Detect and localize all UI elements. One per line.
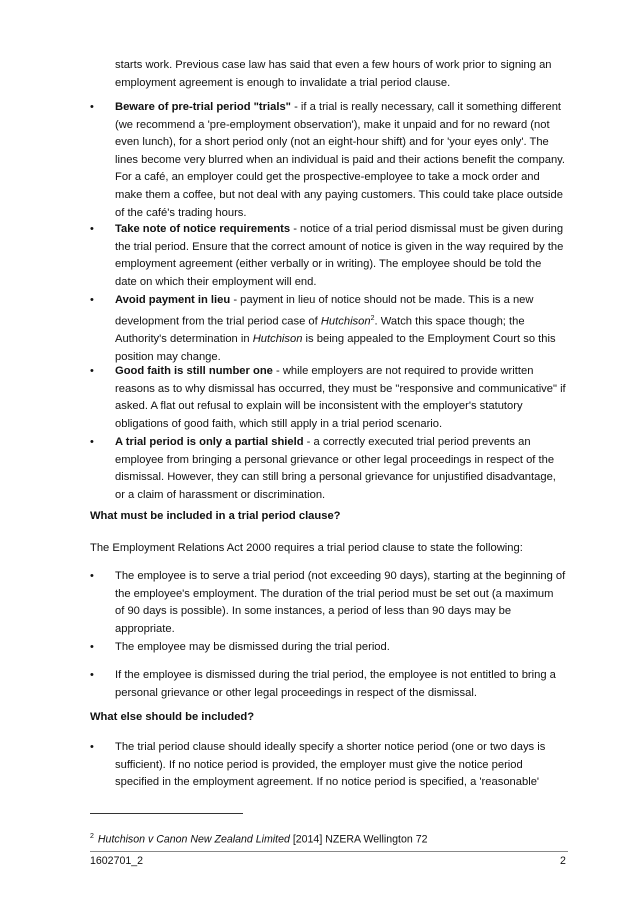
bullet-icon: •	[90, 436, 94, 448]
bullet-icon: •	[90, 741, 94, 753]
footnote-separator	[90, 813, 243, 814]
requirement-item	[115, 568, 567, 638]
text-line: employment agreement (either verbally or in writing). The employee should be told the	[115, 258, 542, 271]
bullet-pretrial	[115, 99, 567, 222]
bullet-heading: Beware of pre-trial period "trials"	[115, 101, 291, 113]
text-line: - payment in lieu of notice should not be made. This is a new	[230, 294, 534, 306]
text-line: of the café's trading hours.	[115, 206, 247, 219]
text-line: position may change.	[115, 350, 221, 363]
text-line: make them a coffee, but not deal with any paying customers. This could take place outside	[115, 188, 563, 201]
text-line: specified in the employment agreement. If no notice period is specified, a 'reasonable'	[115, 776, 540, 789]
text-line: sufficient). If no notice period is provided, the employer must give the notice period	[115, 758, 523, 771]
text-line: the employee's employment. The duration of the trial period must be set out (a maximum	[115, 587, 554, 600]
footnote	[90, 833, 427, 846]
bullet-good-faith	[115, 363, 567, 433]
bullet-partial-shield	[115, 434, 567, 504]
bullet-heading: Avoid payment in lieu	[115, 294, 231, 306]
text-line: employment agreement is enough to invalidate a trial period clause.	[115, 76, 451, 89]
text-line: appropriate.	[115, 622, 175, 635]
requirement-item	[115, 739, 567, 792]
text-line: (we recommend a 'pre-employment observation'), make it unpaid and for no reward (not	[115, 118, 550, 131]
bullet-payment-in-lieu	[115, 292, 567, 366]
bullet-heading: Good faith is still number one	[115, 365, 273, 377]
text-line: asked. A flat out refusal to explain will be inconsistent with the employer's statutory	[115, 400, 523, 413]
bullet-icon: •	[90, 641, 94, 653]
text-line: the trial period. Ensure that the correct amount of notice is given in the way required by the	[115, 240, 564, 253]
bullet-icon: •	[90, 570, 94, 582]
footnote-case: Hutchison v Canon New Zealand Limited	[97, 833, 290, 846]
intro-continuation	[115, 57, 567, 92]
bullet-icon: •	[90, 669, 94, 681]
text-line: development from the trial period case of	[115, 315, 321, 328]
bullet-heading: A trial period is only a partial shield	[115, 436, 304, 448]
footnote-ref: 2	[370, 314, 375, 322]
bullet-icon: •	[90, 101, 94, 113]
bullet-heading: Take note of notice requirements	[115, 223, 291, 235]
page-number: 2	[560, 855, 566, 867]
requirement-item	[115, 667, 567, 702]
text-line: - while employers are not required to provide written	[272, 365, 534, 377]
text-line: The employee may be dismissed during the trial period.	[115, 641, 390, 653]
document-number: 1602701_2	[90, 855, 144, 867]
requirement-item	[115, 639, 567, 657]
text-line: The employee is to serve a trial period (not exceeding 90 days), starting at the beginning of	[115, 570, 566, 582]
text-line: lines become very blurred when an individual is paid and their actions benefit the company.	[115, 153, 566, 166]
section-heading: What must be included in a trial period clause?	[90, 510, 341, 522]
text-line: - notice of a trial period dismissal must be given during	[290, 223, 564, 235]
text-line: For a café, an employer could get the prospective-employee to take a mock order and	[115, 171, 540, 184]
act-statement	[90, 540, 568, 558]
bullet-icon: •	[90, 223, 94, 235]
text-line: . Watch this space though; the	[374, 315, 525, 328]
text-line: - if a trial is really necessary, call it something different	[290, 101, 562, 113]
text-line: is being appealed to the Employment Court so this	[302, 332, 556, 345]
bullet-notice	[115, 221, 567, 291]
text-line: reasons as to why dismissal has occurred, they must be "responsive and communicative" if	[115, 382, 566, 395]
footer-separator	[90, 851, 568, 852]
text-line: even lunch), for a short period only (not an eight-hour shift) and for 'your eyes only'. The	[115, 136, 549, 149]
text-line: personal grievance or other legal proceedings in respect of the dismissal.	[115, 686, 477, 699]
text-line: The Employment Relations Act 2000 requires a trial period clause to state the following:	[90, 542, 523, 554]
text-line: - a correctly executed trial period prevents an	[303, 436, 531, 448]
bullet-icon: •	[90, 294, 94, 306]
text-line: employee from bringing a personal grievance or other legal proceedings in respect of the	[115, 453, 555, 466]
text-line: The trial period clause should ideally specify a shorter notice period (one or two days is	[115, 741, 546, 753]
footnote-citation: [2014] NZERA Wellington 72	[289, 833, 428, 846]
footnote-number: 2	[90, 833, 94, 840]
text-line: date on which their employment will end.	[115, 275, 317, 288]
bullet-icon: •	[90, 365, 94, 377]
text-line: starts work. Previous case law has said that even a few hours of work prior to signing an	[115, 59, 552, 71]
text-line: obligations of good faith, which still apply in a trial period scenario.	[115, 417, 443, 430]
text-line: dismissal. However, they can still bring a personal grievance for unjustified disadvantage,	[115, 471, 556, 484]
case-name: Hutchison	[252, 332, 303, 345]
section-heading: What else should be included?	[90, 711, 255, 723]
text-line: or a claim of harassment or discrimination.	[115, 488, 326, 501]
text-line: Authority's determination in	[115, 332, 253, 345]
text-line: of 90 days is possible). In some instances, a period of less than 90 days may be	[115, 605, 512, 618]
case-name: Hutchison	[320, 315, 371, 328]
text-line: If the employee is dismissed during the trial period, the employee is not entitled to bring a	[115, 669, 556, 681]
